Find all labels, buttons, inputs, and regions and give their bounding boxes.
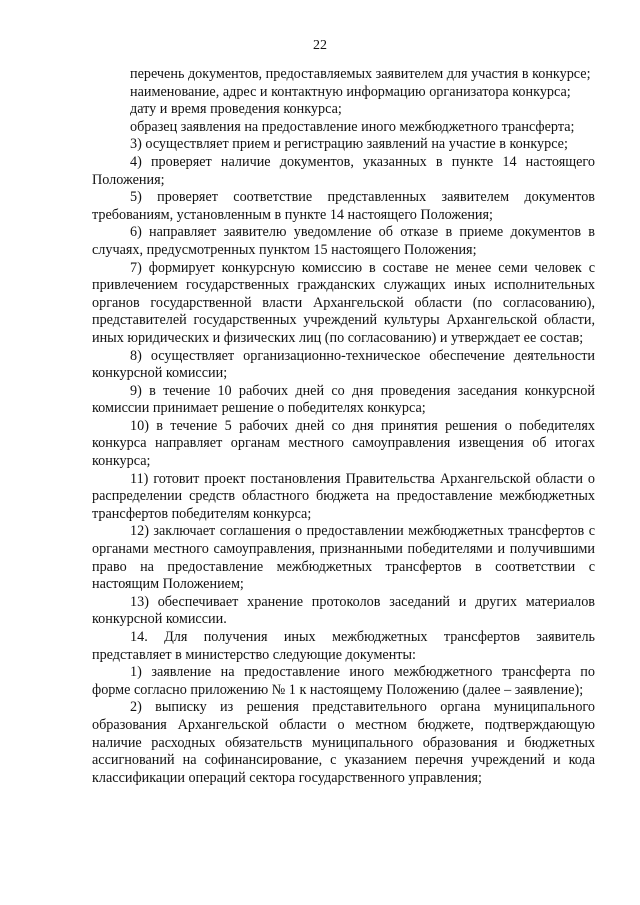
paragraph: перечень документов, предоставляемых заявителем для участия в конкурсе; [130,66,591,82]
paragraph: 12) заключает соглашения о предоставлении межбюджетных трансфертов с органами местного самоуправления, признанными победителями и получившими право на предоставление межбюджетных трансфертов в соответствии с настоящим Положением; [92,523,595,593]
paragraph: 7) формирует конкурсную комиссию в составе не менее семи человек с привлечением государственных гражданских служащих иных исполнительных органов государственной власти Архангельской области (по согласованию), представителей государственных учреждений культуры Архангельской области, иных юридических и физических лиц (по согласованию) и утверждает ее состав; [92,259,595,346]
paragraph: 14. Для получения иных межбюджетных трансфертов заявитель представляет в министерство следующие документы: [92,629,595,663]
paragraph: 3) осуществляет прием и регистрацию заявлений на участие в конкурсе; [130,136,568,153]
paragraph: наименование, адрес и контактную информацию организатора конкурса; [130,83,571,100]
page-number: 22 [313,38,327,53]
paragraph: 5) проверяет соответствие представленных заявителем документов требованиям, установленным в пункте 14 настоящего Положения; [92,189,595,223]
paragraph: 2) выписку из решения представительного органа муниципального образования Архангельской области о местном бюджете, подтверждающую наличие расходных обязательств муниципального образования и бюджетных ассигнований на софинансирование, с указанием перечня учреждений и кода классификации операций сектора государственного управления; [92,699,595,786]
paragraph: 10) в течение 5 рабочих дней со дня принятия решения о победителях конкурса направляет органам местного самоуправления извещения об итогах конкурса; [92,417,595,470]
paragraph: дату и время проведения конкурса; [130,101,342,118]
document-body [92,66,595,787]
paragraph: образец заявления на предоставление иного межбюджетного трансферта; [130,118,575,135]
paragraph: 13) обеспечивает хранение протоколов заседаний и других материалов конкурсной комиссии. [92,593,595,628]
paragraph: 8) осуществляет организационно-техническое обеспечение деятельности конкурсной комиссии; [92,347,595,382]
paragraph: 11) готовит проект постановления Правительства Архангельской области о распределении средств областного бюджета на предоставление межбюджетных трансфертов победителям конкурса; [92,470,595,522]
paragraph: 9) в течение 10 рабочих дней со дня проведения заседания конкурсной комиссии принимает решение о победителях конкурса; [92,382,595,417]
paragraph: 1) заявление на предоставление иного межбюджетного трансферта по форме согласно приложению № 1 к настоящему Положению (далее – заявление); [92,664,595,698]
paragraph: 6) направляет заявителю уведомление об отказе в приеме документов в случаях, предусмотренных пунктом 15 настоящего Положения; [92,224,595,258]
paragraph: 4) проверяет наличие документов, указанных в пункте 14 настоящего Положения; [92,153,595,188]
